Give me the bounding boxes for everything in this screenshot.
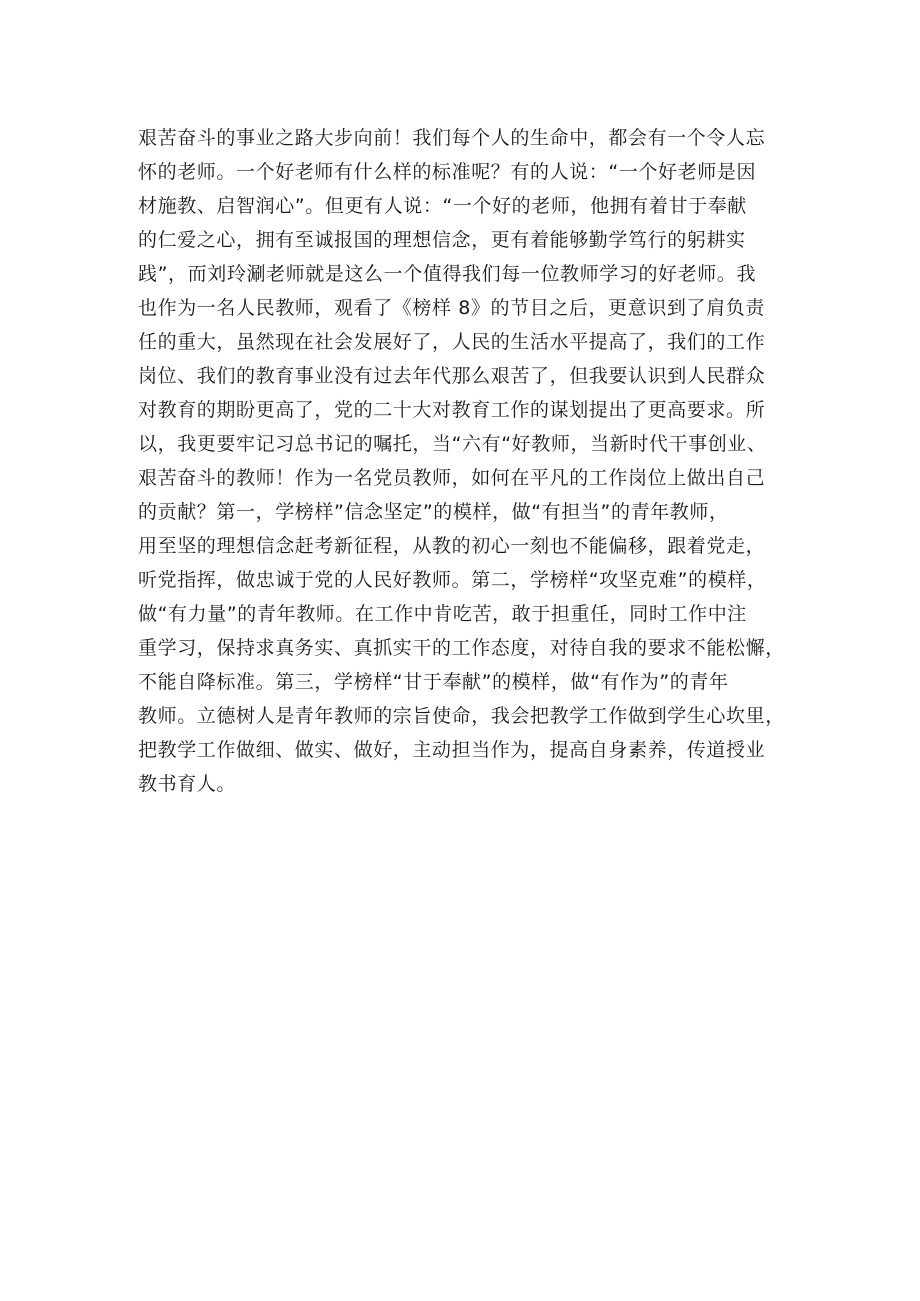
text-line: 教书育人。 [138,773,237,795]
text-line: 任的重大，虽然现在社会发展好了，人民的生活水平提高了，我们的工作 [138,331,766,353]
text-line: 对教育的期盼更高了，党的二十大对教育工作的谋划提出了更高要求。所 [138,399,766,421]
text-line: 艰苦奋斗的事业之路大步向前！我们每个人的生命中，都会有一个令人忘 [138,127,766,149]
text-line: 也作为一名人民教师，观看了《榜样 8》的节目之后，更意识到了肩负责 [138,297,765,319]
text-line: 怀的老师。一个好老师有什么样的标准呢？有的人说：“一个好老师是因 [138,161,757,183]
text-line: 听党指挥，做忠诚于党的人民好教师。第二，学榜样“攻坚克难”的模样， [138,569,767,591]
text-line: 践”，而刘玲涮老师就是这么一个值得我们每一位教师学习的好老师。我 [138,263,757,285]
body-paragraph [138,121,798,801]
text-line: 教师。立德树人是青年教师的宗旨使命，我会把教学工作做到学生心坎里， [138,705,785,727]
text-line: 用至坚的理想信念赶考新征程，从教的初心一刻也不能偏移，跟着党走， [138,535,766,557]
text-line: 岗位、我们的教育事业没有过去年代那么艰苦了，但我要认识到人民群众 [138,365,766,387]
text-line: 重学习，保持求真务实、真抓实干的工作态度，对待自我的要求不能松懈， [138,637,785,659]
text-line: 把教学工作做细、做实、做好，主动担当作为，提高自身素养，传道授业 [138,739,766,761]
text-line: 不能自降标准。第三，学榜样“甘于奉献”的模样，做“有作为”的青年 [138,671,729,693]
text-line: 材施教、启智润心”。但更有人说：“一个好的老师，他拥有着甘于奉献 [138,195,747,217]
text-line: 做“有力量”的青年教师。在工作中肯吃苦，敢于担重任，同时工作中注 [138,603,747,625]
text-line: 以，我更要牢记习总书记的嘱托，当“六有“好教师，当新时代干事创业、 [138,433,767,455]
text-line: 的贡献？第一，学榜样”信念坚定”的模样，做“有担当”的青年教师， [138,501,729,523]
text-line: 艰苦奋斗的教师！作为一名党员教师，如何在平凡的工作岗位上做出自己 [138,467,766,489]
text-line: 的仁爱之心，拥有至诚报国的理想信念，更有着能够勤学笃行的躬耕实 [138,229,746,251]
